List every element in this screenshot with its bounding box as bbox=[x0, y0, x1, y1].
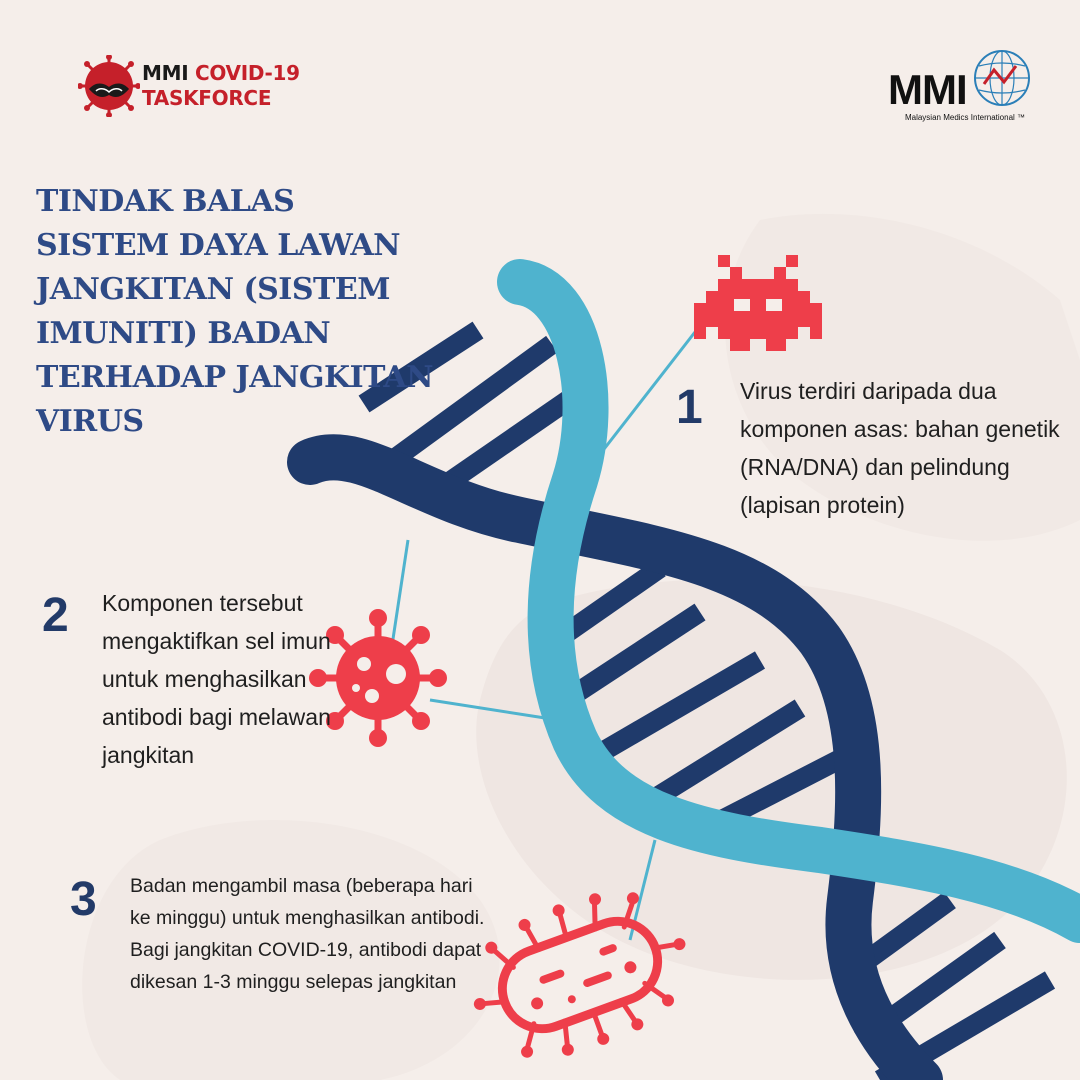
step-number-2: 2 bbox=[42, 589, 69, 642]
taskforce-logo-line1: MMI COVID-19 bbox=[142, 61, 300, 85]
mmi-logo bbox=[880, 48, 1050, 128]
step-number-1: 1 bbox=[676, 381, 703, 434]
step-text-3: Badan mengambil masa (beberapa hari ke minggu) untuk menghasilkan antibodi. Bagi jangkitan COVID-19, antibodi dapat dikesan 1-3 minggu selepas jangkitan bbox=[130, 875, 485, 993]
step-number-3: 3 bbox=[70, 873, 97, 926]
page-title: TINDAK BALAS SISTEM DAYA LAWAN JANGKITAN (SISTEM IMUNITI) BADAN TERHADAP JANGKITAN VIRUS bbox=[36, 184, 434, 439]
taskforce-logo bbox=[78, 55, 318, 125]
step-text-1: Virus terdiri daripada dua komponen asas: bahan genetik (RNA/DNA) dan pelindung (lapisan protein) bbox=[740, 378, 1060, 518]
coronavirus-globe-icon bbox=[78, 55, 140, 117]
mmi-logo-subtitle: Malaysian Medics International ™ bbox=[904, 113, 1026, 122]
taskforce-logo-line2: TASKFORCE bbox=[142, 86, 272, 110]
globe-icon bbox=[972, 48, 1032, 108]
step-text-2: Komponen tersebut mengaktifkan sel imun untuk menghasilkan antibodi bagi melawan jangkitan bbox=[102, 590, 331, 768]
mmi-wordmark: MMI bbox=[888, 66, 967, 113]
